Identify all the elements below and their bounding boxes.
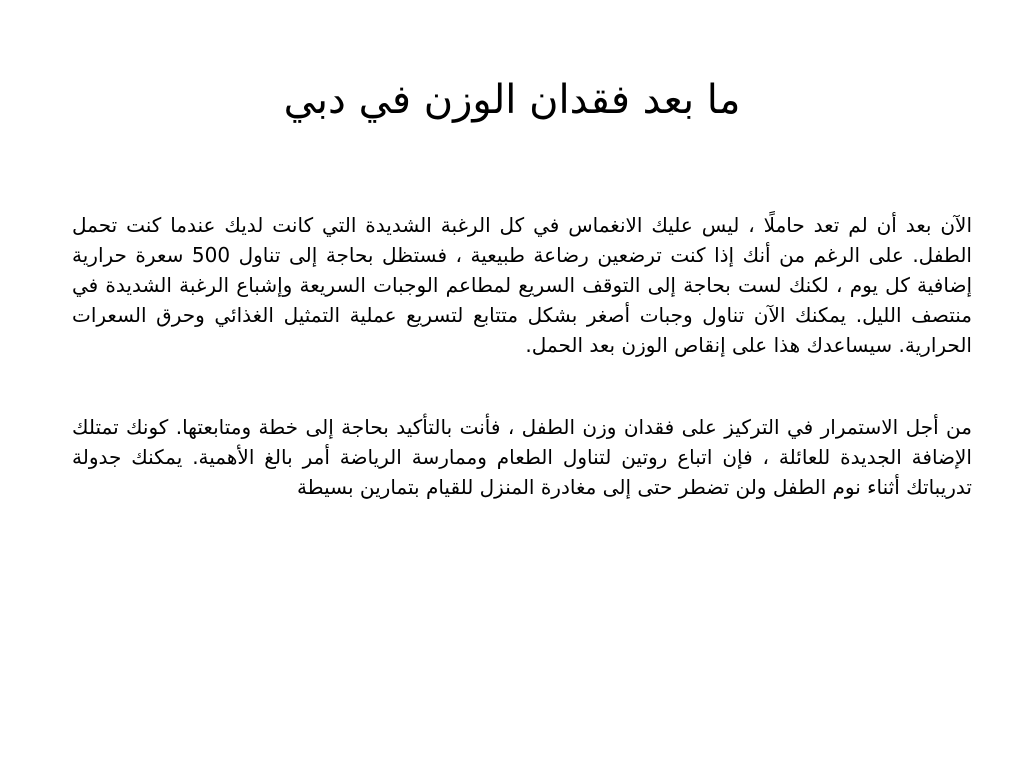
slide-title: ما بعد فقدان الوزن في دبي xyxy=(283,77,741,123)
slide-body xyxy=(72,210,972,554)
body-paragraph-1: الآن بعد أن لم تعد حاملًا ، ليس عليك الانغماس في كل الرغبة الشديدة التي كانت لديك عندما كنت تحمل الطفل. على الرغم من أنك إذا كنت ترضعين رضاعة طبيعية ، فستظل بحاجة إلى تناول 500 سعرة حرارية إضافية كل يوم ، لكنك لست بحاجة إلى التوقف السريع لمطاعم الوجبات السريعة وإشباع الرغبة الشديدة في منتصف الليل. يمكنك الآن تناول وجبات أصغر بشكل متتابع لتسريع عملية التمثيل الغذائي وحرق السعرات الحرارية. سيساعدك هذا على إنقاص الوزن بعد الحمل. xyxy=(72,213,972,357)
body-paragraph-2: من أجل الاستمرار في التركيز على فقدان وزن الطفل ، فأنت بالتأكيد بحاجة إلى خطة ومتابعتها. كونك تمتلك الإضافة الجديدة للعائلة ، فإن اتباع روتين لتناول الطعام وممارسة الرياضة أمر بالغ الأهمية. يمكنك جدولة تدريباتك أثناء نوم الطفل ولن تضطر حتى إلى مغادرة المنزل للقيام بتمارين بسيطة xyxy=(72,415,972,499)
